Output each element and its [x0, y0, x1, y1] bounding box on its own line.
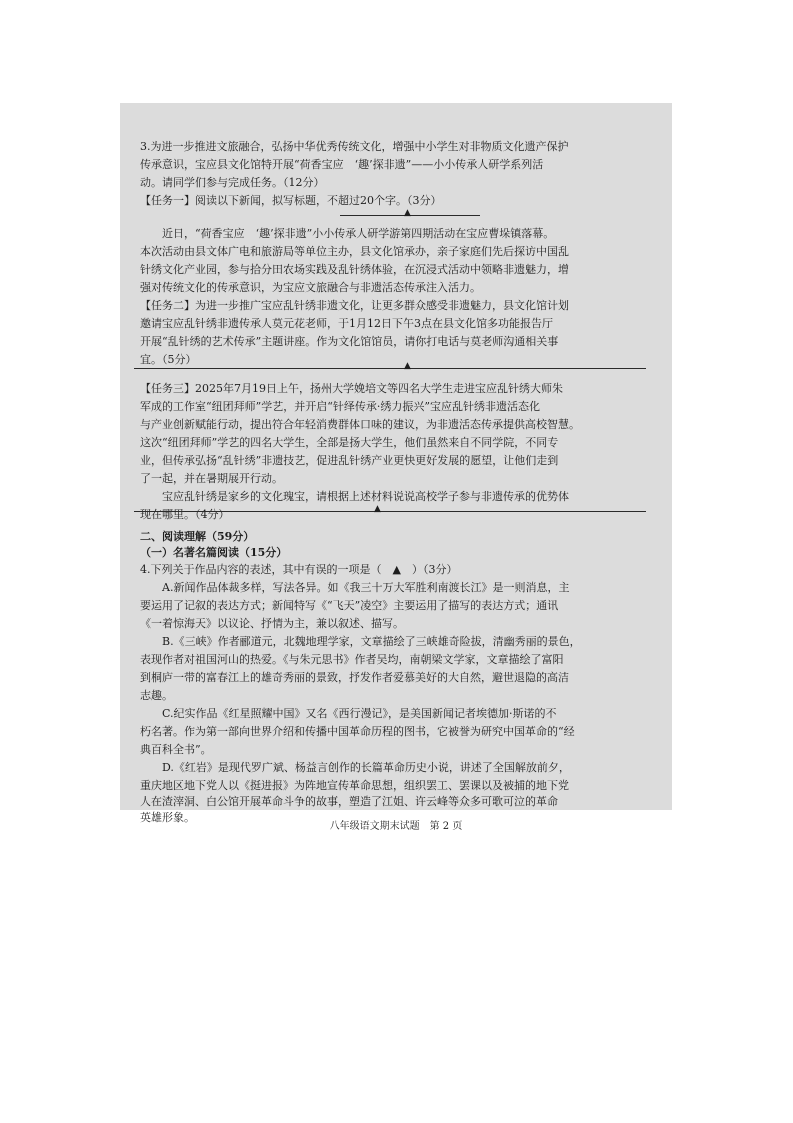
task3-line: 【任务三】2025年7月19日上午，扬州大学娩培文等四名大学生走进宝应乱针绣大师朱 [140, 382, 563, 395]
q4-option-line: 志趣。 [140, 689, 173, 702]
answer-triangle-icon: ▲ [404, 361, 411, 371]
task1-prompt: 【任务一】阅读以下新闻，拟写标题，不超过20个字。（3分） [140, 194, 442, 207]
section-title: 二、阅读理解（59分） [140, 530, 255, 543]
task1-news-line: 强对传统文化的传承意识，为宝应文旅融合与非遗活态传承注入活力。 [140, 281, 481, 294]
answer-underline [134, 511, 646, 512]
task3-line: 与产业创新赋能行动，提出符合年轻消费群体口味的建议，为非遗活态传承提供高校智慧。 [140, 418, 580, 431]
task2-line: 开展“乱针绣的艺术传承”主题讲座。作为文化馆馆员，请你打电话与莫老师沟通相关事 [140, 335, 559, 348]
task3-answer-line[interactable] [140, 505, 650, 515]
q4-option-line: A.新闻作品体裁多样，写法各异。如《我三十万大军胜利南渡长江》是一则消息，主 [162, 581, 570, 594]
task1-news-line: 针绣文化产业园，参与拾分田农场实践及乱针绣体验，在沉浸式活动中领略非遗魅力，增 [140, 263, 569, 276]
task1-answer-line[interactable] [140, 209, 480, 219]
task1-news-line: 近日，“荷香宝应 ‘趣’探非遗”小小传承人研学游第四期活动在宝应曹垛镇落幕。 [162, 227, 555, 240]
q4-option-line: 表现作者对祖国河山的热爱。《与朱元思书》作者吴均，南朝梁文学家，文章描绘了富阳 [140, 653, 564, 666]
task2-line: 邀请宝应乱针绣非遗传承人莫元花老师，于1月12日下午3点在县文化馆多功能报告厅 [140, 317, 553, 330]
q4-option-line: B.《三峡》作者郦道元，北魏地理学家，文章描绘了三峡雄奇险拔，清幽秀丽的景色， [162, 635, 581, 648]
q4-option-line: D.《红岩》是现代罗广斌、杨益言创作的长篇革命历史小说，讲述了全国解放前夕， [162, 761, 570, 774]
answer-triangle-icon: ▲ [404, 208, 411, 218]
q4-option-line: 英雄形象。 [140, 811, 195, 824]
page-footer: 八年级语文期末试题 第 2 页 [329, 821, 463, 832]
answer-triangle-icon: ▲ [374, 504, 381, 514]
q4-option-line: 到桐庐一带的富春江上的雄奇秀丽的景致，抒发作者爱慕美好的大自然，避世退隐的高洁 [140, 671, 569, 684]
task2-line: 【任务二】为进一步推广宝应乱针绣非遗文化，让更多群众感受非遗魅力，县文化馆计划 [140, 299, 569, 312]
q4-option-line: 人在渣滓洞、白公馆开展革命斗争的故事，塑造了江姐、许云峰等众多可歌可泣的革命 [140, 795, 558, 808]
q3-intro-line: 传承意识，宝应县文化馆特开展“荷香宝应 ‘趣’探非遗”——小小传承人研学系列活 [140, 158, 544, 171]
task1-news-line: 本次活动由县文体广电和旅游局等单位主办，县文化馆承办，亲子家庭们先后探访中国乱 [140, 245, 569, 258]
q4-option-line: 重庆地区地下党人以《挺进报》为阵地宣传革命思想，组织罢工、罢课以及被捕的地下党 [140, 779, 569, 792]
task3-line: 了一起，并在暑期展开行动。 [140, 472, 283, 485]
q4-option-line: 典百科全书”。 [140, 743, 212, 756]
task3-line: 这次“纽团拜师”学艺的四名大学生，全部是扬大学生，他们虽然来自不同学院，不同专 [140, 436, 559, 449]
answer-underline [134, 368, 646, 369]
task2-answer-line[interactable] [140, 362, 650, 372]
q4-prompt: 4.下列关于作品内容的表述，其中有误的一项是（ ▲ ）（3分） [140, 563, 458, 576]
q3-intro-line: 3.为进一步推进文旅融合，弘扬中华优秀传统文化，增强中小学生对非物质文化遗产保护 [140, 140, 569, 153]
task2-line: 宜。（5分） [140, 353, 197, 366]
task3-line: 业，但传承弘扬“乱针绣”非遗技艺，促进乱针绣产业更快更好发展的愿望，让他们走到 [140, 454, 559, 467]
q4-option-line: 《一着惊海天》以议论、抒情为主，兼以叙述、描写。 [140, 617, 404, 630]
task3-line: 军成的工作室“纽团拜师”学艺，并开启“针绎传承·绣力振兴”宝应乱针绣非遗活态化 [140, 400, 540, 413]
task3-question: 现在哪里。（4分） [140, 508, 230, 521]
q3-intro-line: 动。请同学们参与完成任务。（12分） [140, 176, 325, 189]
exam-page-photo [120, 103, 672, 832]
q4-option-line: 要运用了记叙的表达方式；新闻特写《“飞天”凌空》主要运用了描写的表达方式；通讯 [140, 599, 559, 612]
subsection-title: （一）名著名篇阅读（15分） [140, 546, 288, 559]
q4-option-line: 朽名著。作为第一部向世界介绍和传播中国革命历程的图书，它被誉为研究中国革命的“经 [140, 725, 575, 738]
task3-question: 宝应乱针绣是家乡的文化瑰宝，请根据上述材料说说高校学子参与非遗传承的优势体 [162, 490, 569, 503]
q4-option-line: C.纪实作品《红星照耀中国》又名《西行漫记》，是美国新闻记者埃德加·斯诺的不 [162, 707, 557, 720]
